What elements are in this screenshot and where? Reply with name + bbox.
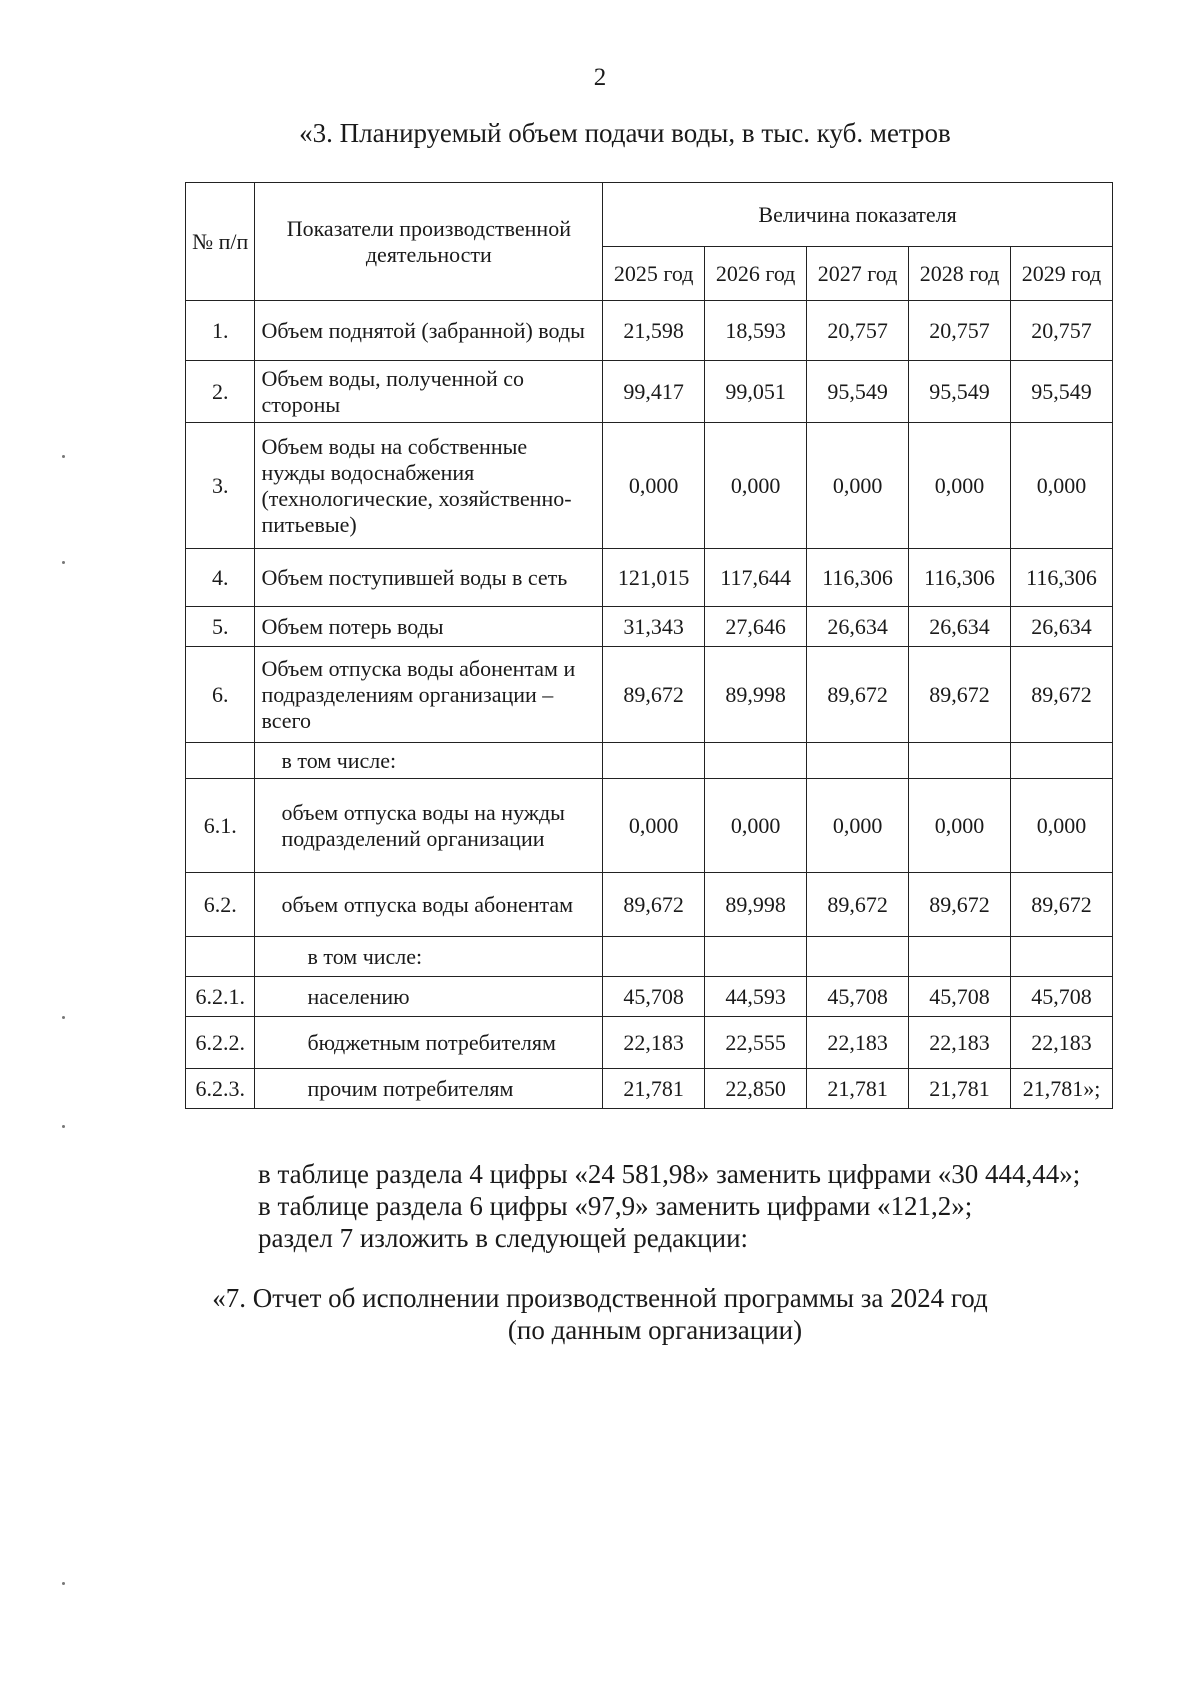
value-cell (909, 743, 1011, 779)
value-cell: 0,000 (603, 779, 705, 873)
value-cell: 22,183 (603, 1017, 705, 1069)
value-cell: 21,781 (909, 1069, 1011, 1109)
indicator-name: Объем воды, полученной со стороны (255, 361, 603, 423)
scan-speck (62, 1125, 65, 1128)
value-cell: 89,672 (1011, 873, 1113, 937)
indicator-name: прочим потребителям (255, 1069, 603, 1109)
value-cell: 0,000 (909, 779, 1011, 873)
value-cell: 22,555 (705, 1017, 807, 1069)
section7-title-line1: «7. Отчет об исполнении производственной программы за 2024 год (212, 1283, 988, 1313)
value-cell: 0,000 (1011, 423, 1113, 549)
value-cell: 21,598 (603, 301, 705, 361)
value-cell: 0,000 (603, 423, 705, 549)
table-row (186, 549, 1113, 607)
value-cell: 20,757 (807, 301, 909, 361)
row-number: 4. (186, 549, 255, 607)
value-cell: 95,549 (807, 361, 909, 423)
value-cell: 27,646 (705, 607, 807, 647)
value-cell: 0,000 (807, 779, 909, 873)
amendment-line: раздел 7 изложить в следующей редакции: (258, 1223, 749, 1253)
header-name: Показатели производственной деятельности (255, 183, 603, 301)
value-cell: 89,672 (603, 873, 705, 937)
value-cell: 45,708 (909, 977, 1011, 1017)
amendment-text (258, 1158, 1080, 1254)
value-cell: 99,417 (603, 361, 705, 423)
value-cell: 89,998 (705, 647, 807, 743)
value-cell: 89,672 (909, 873, 1011, 937)
table-row (186, 873, 1113, 937)
header-num: № п/п (186, 183, 255, 301)
value-cell: 22,850 (705, 1069, 807, 1109)
value-cell: 45,708 (603, 977, 705, 1017)
row-number: 6.2.3. (186, 1069, 255, 1109)
value-cell: 0,000 (1011, 779, 1113, 873)
table-row (186, 937, 1113, 977)
scan-speck (62, 455, 65, 458)
header-year: 2028 год (909, 247, 1011, 301)
row-number (186, 743, 255, 779)
row-number: 6. (186, 647, 255, 743)
header-year: 2027 год (807, 247, 909, 301)
value-cell (705, 743, 807, 779)
value-cell: 89,672 (603, 647, 705, 743)
indicator-name: населению (255, 977, 603, 1017)
row-number: 6.2.1. (186, 977, 255, 1017)
value-cell: 26,634 (807, 607, 909, 647)
scan-speck (62, 561, 65, 564)
value-cell: 95,549 (909, 361, 1011, 423)
value-cell: 31,343 (603, 607, 705, 647)
table-title: «3. Планируемый объем подачи воды, в тыс. куб. метров (299, 118, 951, 148)
indicator-name: объем отпуска воды абонентам (255, 873, 603, 937)
value-cell (705, 937, 807, 977)
value-cell: 89,672 (807, 647, 909, 743)
row-number: 6.2.2. (186, 1017, 255, 1069)
value-cell: 0,000 (705, 423, 807, 549)
row-number: 6.2. (186, 873, 255, 937)
value-cell: 26,634 (909, 607, 1011, 647)
row-number: 6.1. (186, 779, 255, 873)
row-number: 1. (186, 301, 255, 361)
table-row (186, 743, 1113, 779)
value-cell: 21,781 (603, 1069, 705, 1109)
table-row (186, 779, 1113, 873)
value-cell: 44,593 (705, 977, 807, 1017)
indicator-name: Объем отпуска воды абонентам и подразделениям организации – всего (255, 647, 603, 743)
indicator-name: Объем потерь воды (255, 607, 603, 647)
table-row (186, 423, 1113, 549)
value-cell: 21,781 (807, 1069, 909, 1109)
value-cell: 22,183 (909, 1017, 1011, 1069)
value-cell (1011, 743, 1113, 779)
indicator-name: в том числе: (255, 743, 603, 779)
value-cell: 121,015 (603, 549, 705, 607)
value-cell: 45,708 (1011, 977, 1113, 1017)
header-year: 2029 год (1011, 247, 1113, 301)
value-cell: 89,672 (1011, 647, 1113, 743)
section7-title-line2: (по данным организации) (507, 1315, 803, 1345)
row-number: 2. (186, 361, 255, 423)
value-cell: 45,708 (807, 977, 909, 1017)
page-number: 2 (593, 64, 607, 91)
value-cell: 116,306 (1011, 549, 1113, 607)
value-cell: 20,757 (1011, 301, 1113, 361)
header-year: 2026 год (705, 247, 807, 301)
value-cell: 99,051 (705, 361, 807, 423)
value-cell: 22,183 (1011, 1017, 1113, 1069)
value-cell: 0,000 (807, 423, 909, 549)
value-cell: 89,672 (807, 873, 909, 937)
amendment-line: в таблице раздела 4 цифры «24 581,98» заменить цифрами «30 444,44»; (258, 1159, 1081, 1189)
table-row (186, 647, 1113, 743)
row-number: 5. (186, 607, 255, 647)
value-cell: 116,306 (807, 549, 909, 607)
indicator-name: объем отпуска воды на нужды подразделений организации (255, 779, 603, 873)
indicator-name: в том числе: (255, 937, 603, 977)
indicator-name: бюджетным потребителям (255, 1017, 603, 1069)
amendment-line: в таблице раздела 6 цифры «97,9» заменить цифрами «121,2»; (258, 1191, 973, 1221)
value-cell: 116,306 (909, 549, 1011, 607)
row-number (186, 937, 255, 977)
water-supply-table (185, 182, 1113, 1109)
value-cell: 22,183 (807, 1017, 909, 1069)
value-cell (909, 937, 1011, 977)
table-row (186, 607, 1113, 647)
section7-title (0, 1282, 1200, 1346)
value-cell: 89,998 (705, 873, 807, 937)
table-row (186, 361, 1113, 423)
table-body (186, 301, 1113, 1109)
scan-speck (62, 1582, 65, 1585)
value-cell (603, 743, 705, 779)
value-cell (807, 937, 909, 977)
table-row (186, 301, 1113, 361)
indicator-name: Объем поднятой (забранной) воды (255, 301, 603, 361)
table-row (186, 1069, 1113, 1109)
value-cell: 0,000 (705, 779, 807, 873)
scan-speck (62, 1016, 65, 1019)
row-number: 3. (186, 423, 255, 549)
table-row (186, 1017, 1113, 1069)
indicator-name: Объем воды на собственные нужды водоснабжения (технологические, хозяйственно-питьевые) (255, 423, 603, 549)
value-cell: 20,757 (909, 301, 1011, 361)
value-cell: 89,672 (909, 647, 1011, 743)
value-cell (603, 937, 705, 977)
indicator-name: Объем поступившей воды в сеть (255, 549, 603, 607)
table-row (186, 977, 1113, 1017)
header-year: 2025 год (603, 247, 705, 301)
value-cell (807, 743, 909, 779)
header-group: Величина показателя (603, 183, 1113, 247)
value-cell: 117,644 (705, 549, 807, 607)
value-cell: 21,781»; (1011, 1069, 1113, 1109)
value-cell (1011, 937, 1113, 977)
value-cell: 95,549 (1011, 361, 1113, 423)
value-cell: 18,593 (705, 301, 807, 361)
value-cell: 0,000 (909, 423, 1011, 549)
value-cell: 26,634 (1011, 607, 1113, 647)
